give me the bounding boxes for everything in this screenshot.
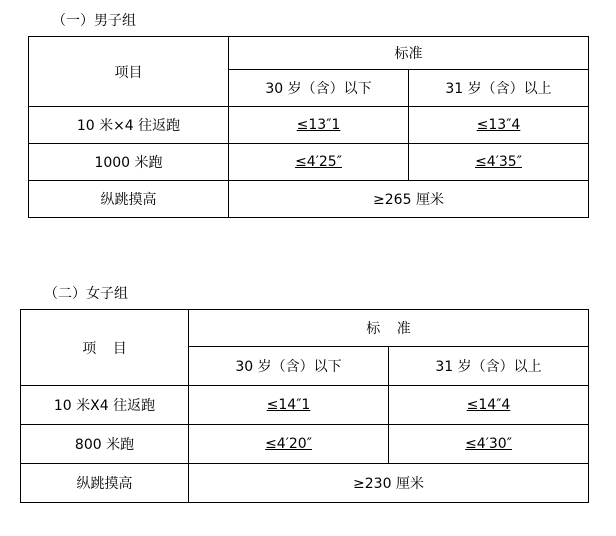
value-text: ≤14″1	[266, 397, 311, 413]
table-row	[21, 425, 589, 464]
table-row	[21, 386, 589, 425]
mens-group-section	[0, 10, 616, 218]
womens-row-2-item: 800 米跑	[21, 425, 189, 464]
mens-row-3-value: ≥265 厘米	[229, 181, 589, 218]
mens-age-group-2: 31 岁（含）以上	[409, 70, 589, 107]
header-item-text: 项 目	[82, 340, 133, 357]
value-text: ≤4′20″	[265, 436, 312, 452]
womens-row-3-value: ≥230 厘米	[189, 464, 589, 503]
mens-standards-table	[28, 36, 589, 218]
mens-age-group-1: 30 岁（含）以下	[229, 70, 409, 107]
womens-row-1-item: 10 米X4 往返跑	[21, 386, 189, 425]
value-text: ≤14″4	[466, 397, 511, 413]
mens-row-1-value-2	[409, 107, 589, 144]
mens-row-2-value-2	[409, 144, 589, 181]
womens-header-standard	[189, 310, 589, 347]
mens-row-2-item: 1000 米跑	[29, 144, 229, 181]
womens-row-3-item: 纵跳摸高	[21, 464, 189, 503]
header-standard-text: 标 准	[366, 321, 417, 337]
womens-standards-table	[20, 309, 589, 503]
value-text: ≤4′25″	[295, 154, 342, 170]
value-text: ≤4′35″	[475, 154, 522, 170]
table-row	[29, 107, 589, 144]
womens-row-2-value-1	[189, 425, 389, 464]
table-row	[29, 181, 589, 218]
table-row	[21, 310, 589, 347]
womens-row-2-value-2	[389, 425, 589, 464]
table-row	[29, 144, 589, 181]
womens-group-title: （二）女子组	[44, 286, 128, 302]
womens-row-1-value-2	[389, 386, 589, 425]
mens-row-3-item: 纵跳摸高	[29, 181, 229, 218]
value-text: ≤13″1	[296, 117, 341, 133]
mens-row-2-value-1	[229, 144, 409, 181]
mens-group-title: （一）男子组	[52, 13, 136, 29]
womens-group-section	[0, 283, 616, 503]
womens-header-item	[21, 310, 189, 386]
womens-age-group-2: 31 岁（含）以上	[389, 347, 589, 386]
womens-age-group-1: 30 岁（含）以下	[189, 347, 389, 386]
table-row	[21, 464, 589, 503]
value-text: ≤13″4	[476, 117, 521, 133]
mens-row-1-item: 10 米×4 往返跑	[29, 107, 229, 144]
value-text: ≤4′30″	[465, 436, 512, 452]
mens-header-item: 项目	[29, 37, 229, 107]
table-row	[29, 37, 589, 70]
womens-row-1-value-1	[189, 386, 389, 425]
mens-header-standard: 标准	[229, 37, 589, 70]
mens-row-1-value-1	[229, 107, 409, 144]
